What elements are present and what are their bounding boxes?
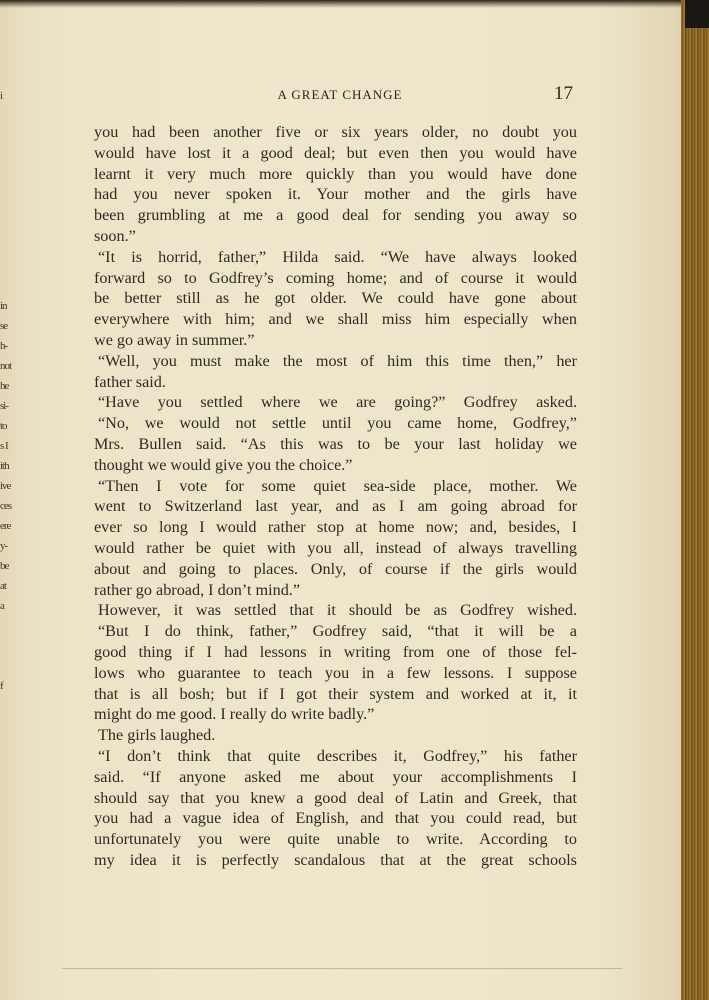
text-line: soon.” xyxy=(94,226,136,245)
running-head: A GREAT CHANGE xyxy=(277,87,403,102)
text-line: thought we would give you the choice.” xyxy=(94,455,353,474)
text-line: we go away in summer.” xyxy=(94,330,255,349)
text-line: “Have you settled where we are going?” Godfrey asked. xyxy=(98,393,577,412)
text-line: rather go abroad, I don’t mind.” xyxy=(94,580,301,599)
text-line: would rather be quiet with you all, instead of always travelling xyxy=(94,538,577,557)
spine-corner xyxy=(685,0,709,28)
margin-fragment: ere xyxy=(0,520,11,532)
margin-fragment: at xyxy=(0,580,6,592)
margin-fragment: ive xyxy=(0,480,11,492)
text-line: my idea it is perfectly scandalous that at the great schools xyxy=(94,850,577,869)
text-line: “Well, you must make the most of him this time then,” her xyxy=(98,351,577,370)
text-line: “It is horrid, father,” Hilda said. “We have always looked xyxy=(98,247,577,266)
margin-fragment: h- xyxy=(0,340,8,352)
text-line: “I don’t think that quite describes it, Godfrey,” his father xyxy=(98,746,577,765)
text-line: you had been another five or six years older, no doubt you xyxy=(94,123,577,141)
page-number: 17 xyxy=(554,83,573,104)
margin-fragment: in xyxy=(0,300,7,312)
text-line: be better still as he got older. We could have gone about xyxy=(94,289,577,308)
margin-fragment: be xyxy=(0,560,9,572)
text-line: had you never spoken it. Your mother and the girls have xyxy=(94,185,577,204)
margin-fragment: s I xyxy=(0,440,8,452)
margin-fragment: a xyxy=(0,600,4,612)
margin-fragment: se xyxy=(0,320,8,332)
text-line: “Then I vote for some quiet sea-side place, mother. We xyxy=(98,476,577,495)
margin-fragment: ith xyxy=(0,460,9,472)
text-line: that is all bosh; but if I got their system and worked at it, it xyxy=(94,684,577,703)
margin-fragment: ces xyxy=(0,500,12,512)
text-line: learnt it very much more quickly than you would have done xyxy=(94,164,577,183)
margin-fragment: y- xyxy=(0,540,8,552)
text-line: good thing if I had lessons in writing from one of those fel- xyxy=(94,642,577,661)
opposite-page-bleed xyxy=(0,90,12,760)
text-line: might do me good. I really do write badly.” xyxy=(94,705,375,724)
text-line: said. “If anyone asked me about your accomplishments I xyxy=(94,767,577,786)
top-shadow xyxy=(0,0,709,8)
text-line: unfortunately you were quite unable to write. According to xyxy=(94,830,577,849)
text-line: everywhere with him; and we shall miss him especially when xyxy=(94,310,577,329)
text-line: should say that you knew a good deal of Latin and Greek, that xyxy=(94,788,577,807)
text-line: forward so to Godfrey’s coming home; and of course it would xyxy=(94,268,577,287)
margin-fragment: he xyxy=(0,380,9,392)
page-bottom-rule xyxy=(62,968,622,969)
text-line: ever so long I would rather stop at home now; and, besides, I xyxy=(94,518,577,537)
text-line: father said. xyxy=(94,372,166,391)
text-line: you had a vague idea of English, and that you could read, but xyxy=(94,809,577,828)
text-line: However, it was settled that it should be as Godfrey wished. xyxy=(98,601,577,620)
book-spine-edge xyxy=(681,0,709,1000)
text-line: would have lost it a good deal; but even then you would have xyxy=(94,143,577,162)
text-line: about and going to places. Only, of course if the girls would xyxy=(94,559,577,578)
text-line: The girls laughed. xyxy=(98,726,216,745)
text-line: lows who guarantee to teach you in a few lessons. I suppose xyxy=(94,663,577,682)
margin-fragment: f xyxy=(0,680,3,692)
margin-fragment: to xyxy=(0,420,7,432)
text-line: been grumbling at me a good deal for sending you away so xyxy=(94,206,577,225)
margin-fragment: i xyxy=(0,90,3,102)
text-line: “But I do think, father,” Godfrey said, “that it will be a xyxy=(98,622,577,641)
text-line: Mrs. Bullen said. “As this was to be your last holiday we xyxy=(94,434,577,453)
text-line: “No, we would not settle until you came home, Godfrey,” xyxy=(98,414,577,433)
margin-fragment: si- xyxy=(0,400,8,412)
text-line: went to Switzerland last year, and as I am going abroad for xyxy=(94,497,577,516)
body-text xyxy=(94,122,577,871)
margin-fragment: not xyxy=(0,360,12,372)
